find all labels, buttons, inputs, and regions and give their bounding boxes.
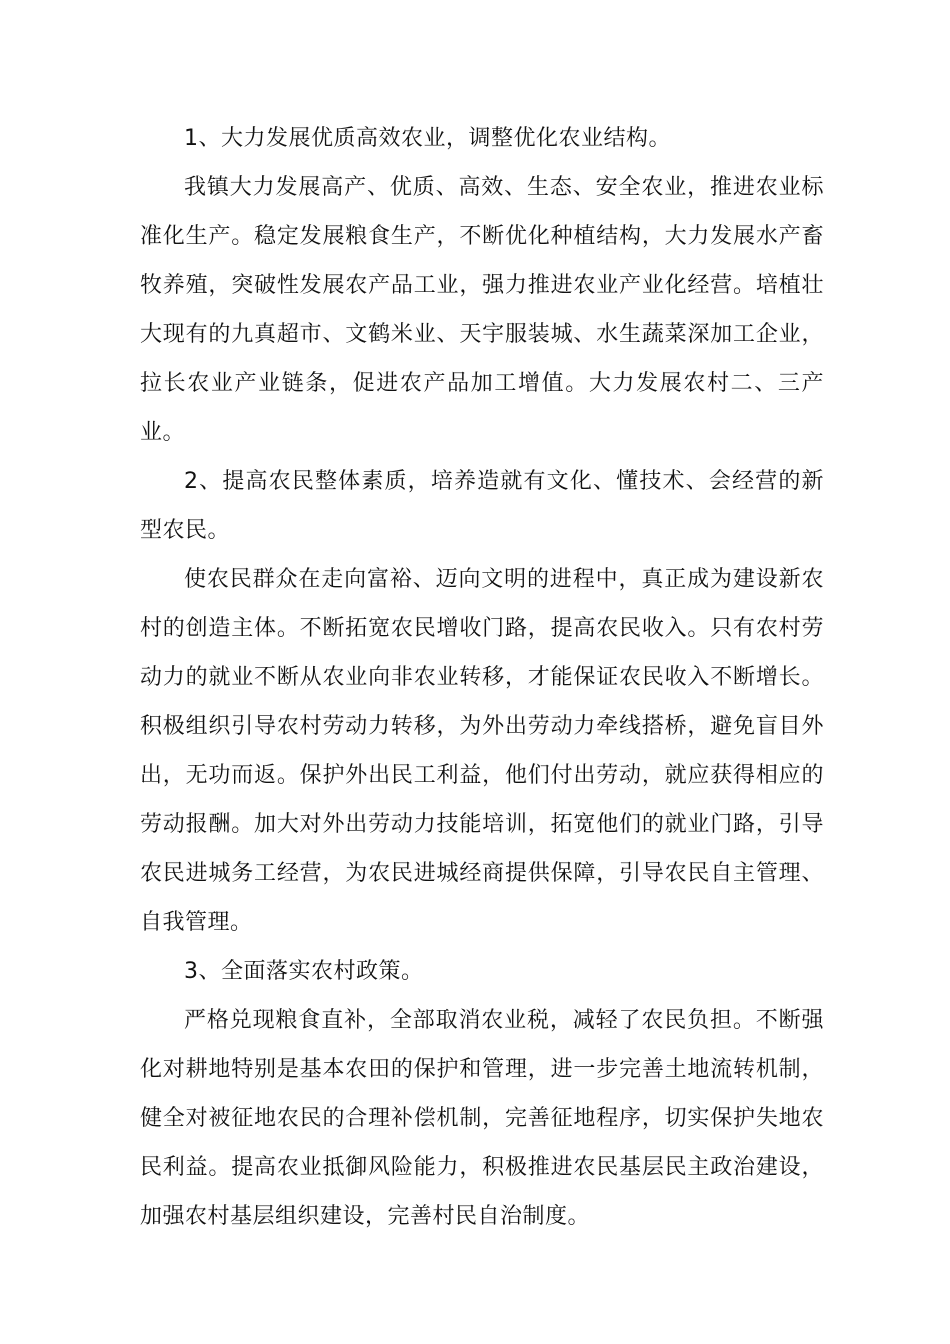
heading-1: 1、大力发展优质高效农业，调整优化农业结构。 bbox=[184, 126, 671, 151]
paragraph-1: 我镇大力发展高产、优质、高效、生态、安全农业，推进农业标准化生产。稳定发展粮食生产，不断优化种植结构，大力发展水产畜牧养殖，突破性发展农产品工业，强力推进农业产业化经营。培植壮大现有的九真超市、文鹤米业、天宇服装城、水生蔬菜深加工企业，拉长农业产业链条，促进农产品加工增值。大力发展农村二、三产业。 bbox=[140, 175, 824, 445]
paragraph-2: 使农民群众在走向富裕、迈向文明的进程中，真正成为建设新农村的创造主体。不断拓宽农民增收门路，提高农民收入。只有农村劳动力的就业不断从农业向非农业转移，才能保证农民收入不断增长。积极组织引导农村劳动力转移，为外出劳动力牵线搭桥，避免盲目外出，无功而返。保护外出民工利益，他们付出劳动，就应获得相应的劳动报酬。加大对外出劳动力技能培训，拓宽他们的就业门路，引导农民进城务工经营，为农民进城经商提供保障，引导农民自主管理、自我管理。 bbox=[140, 567, 824, 935]
heading-3: 3、全面落实农村政策。 bbox=[184, 959, 424, 984]
document-body bbox=[140, 114, 824, 1241]
paragraph-3: 严格兑现粮食直补，全部取消农业税，减轻了农民负担。不断强化对耕地特别是基本农田的保护和管理，进一步完善土地流转机制，健全对被征地农民的合理补偿机制，完善征地程序，切实保护失地农民利益。提高农业抵御风险能力，积极推进农民基层民主政治建设，加强农村基层组织建设，完善村民自治制度。 bbox=[140, 1008, 824, 1229]
heading-2: 2、提高农民整体素质，培养造就有文化、懂技术、会经营的新型农民。 bbox=[140, 469, 824, 543]
